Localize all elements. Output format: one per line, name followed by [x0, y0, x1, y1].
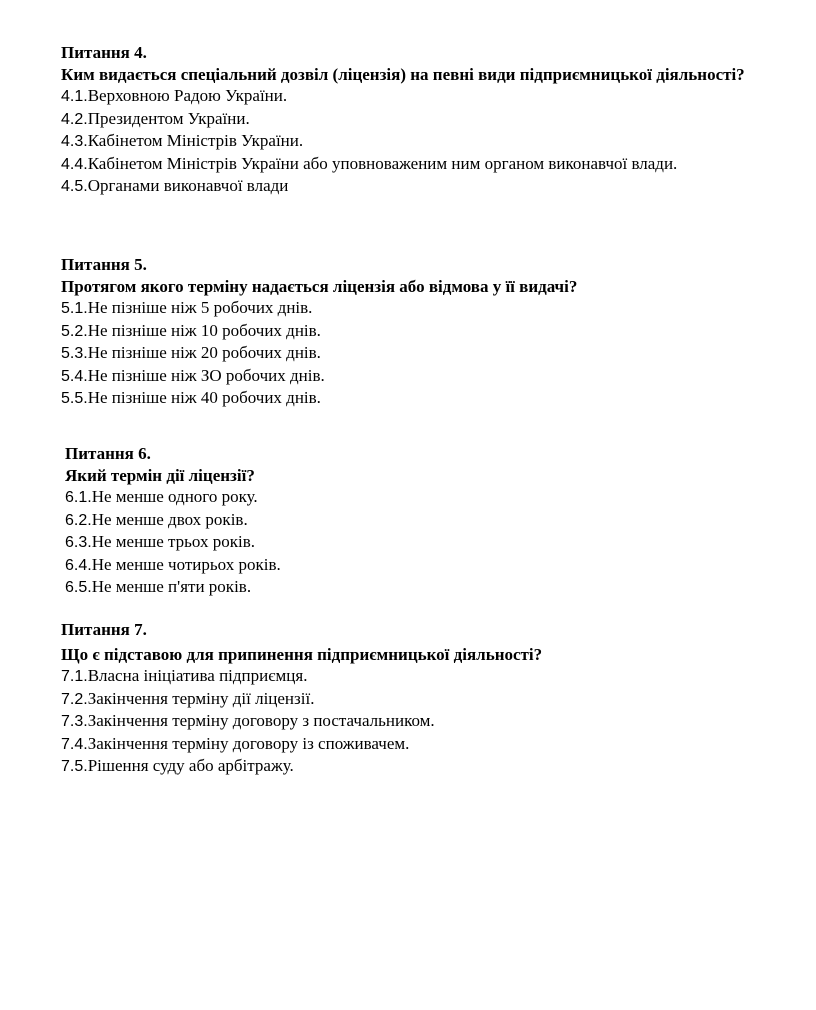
question-7 — [61, 619, 761, 778]
question-6 — [65, 443, 765, 599]
answer-option — [61, 175, 761, 198]
option-number: 7.5. — [61, 758, 88, 775]
question-text: Ким видається спеціальний дозвіл (ліцензія) на певні види підприємницької діяльності? — [61, 64, 745, 84]
option-text: Власна ініціатива підприємця. — [87, 666, 308, 685]
option-text: Кабінетом Міністрів України. — [87, 131, 304, 150]
option-number: 5.4. — [61, 367, 88, 385]
answer-option — [61, 297, 621, 320]
option-text: Не менше трьох років. — [91, 532, 256, 551]
option-number: 6.2. — [65, 511, 92, 529]
question-title: Питання 7. — [61, 620, 147, 639]
answer-option — [61, 733, 761, 756]
answer-option — [65, 509, 765, 532]
option-number: 5.3. — [61, 345, 88, 362]
option-text: Не пізніше ніж 5 робочих днів. — [87, 298, 313, 317]
answer-option — [61, 108, 761, 131]
option-text: Не пізніше ніж 40 робочих днів. — [87, 388, 321, 407]
question-title: Питання 6. — [65, 444, 151, 463]
option-text: Не менше одного року. — [91, 487, 258, 506]
option-text: Рішення суду або арбітражу. — [87, 756, 294, 775]
option-text: Не пізніше ніж ЗО робочих днів. — [87, 365, 325, 385]
option-number: 4.1. — [61, 88, 88, 105]
option-number: 6.3. — [65, 534, 92, 551]
option-text: Президентом України. — [87, 108, 250, 128]
option-number: 7.2. — [61, 690, 88, 708]
answer-option — [61, 387, 621, 410]
answer-option — [61, 665, 761, 688]
option-text: Закінчення терміну договору із споживачем. — [87, 733, 410, 753]
option-text: Закінчення терміну договору з постачальником. — [87, 711, 435, 730]
option-number: 5.1. — [61, 300, 88, 317]
answer-option — [61, 85, 761, 108]
option-text: Не менше чотирьох років. — [91, 554, 281, 574]
option-text: Верховною Радою України. — [87, 86, 288, 105]
option-number: 6.5. — [65, 579, 92, 596]
option-number: 4.3. — [61, 133, 88, 150]
answer-option — [61, 710, 761, 733]
answer-option — [61, 342, 621, 365]
answer-option — [61, 320, 621, 343]
option-text: Не менше двох років. — [91, 509, 248, 529]
option-number: 4.5. — [61, 178, 88, 195]
answer-option — [61, 755, 761, 778]
option-text: Не пізніше ніж 20 робочих днів. — [87, 343, 321, 362]
option-text: Не пізніше ніж 10 робочих днів. — [87, 320, 321, 340]
answer-option — [65, 576, 765, 599]
question-text: Що є підставою для припинення підприємницької діяльності? — [61, 644, 543, 664]
option-text: Закінчення терміну дії ліцензії. — [87, 688, 315, 708]
option-number: 7.4. — [61, 735, 88, 753]
answer-option — [65, 486, 765, 509]
option-text: Не менше п'яти років. — [91, 577, 252, 596]
answer-option — [61, 365, 621, 388]
option-number: 4.2. — [61, 110, 88, 128]
option-number: 7.3. — [61, 713, 88, 730]
question-4 — [61, 42, 761, 198]
option-number: 7.1. — [61, 668, 88, 685]
question-5 — [61, 254, 621, 410]
option-text: Кабінетом Міністрів України або уповноваженим ним органом виконавчої влади. — [87, 153, 678, 173]
question-text: Протягом якого терміну надається ліцензія або відмова у її видачі? — [61, 276, 578, 296]
option-number: 5.2. — [61, 322, 88, 340]
option-text: Органами виконавчої влади — [87, 176, 289, 195]
question-title: Питання 4. — [61, 43, 147, 62]
answer-option — [61, 153, 761, 176]
answer-option — [61, 130, 761, 153]
option-number: 6.1. — [65, 489, 92, 506]
option-number: 4.4. — [61, 155, 88, 173]
option-number: 5.5. — [61, 390, 88, 407]
question-text: Який термін дії ліцензії? — [65, 465, 255, 485]
answer-option — [65, 531, 765, 554]
answer-option — [65, 554, 765, 577]
answer-option — [61, 688, 761, 711]
question-title: Питання 5. — [61, 255, 147, 274]
option-number: 6.4. — [65, 556, 92, 574]
